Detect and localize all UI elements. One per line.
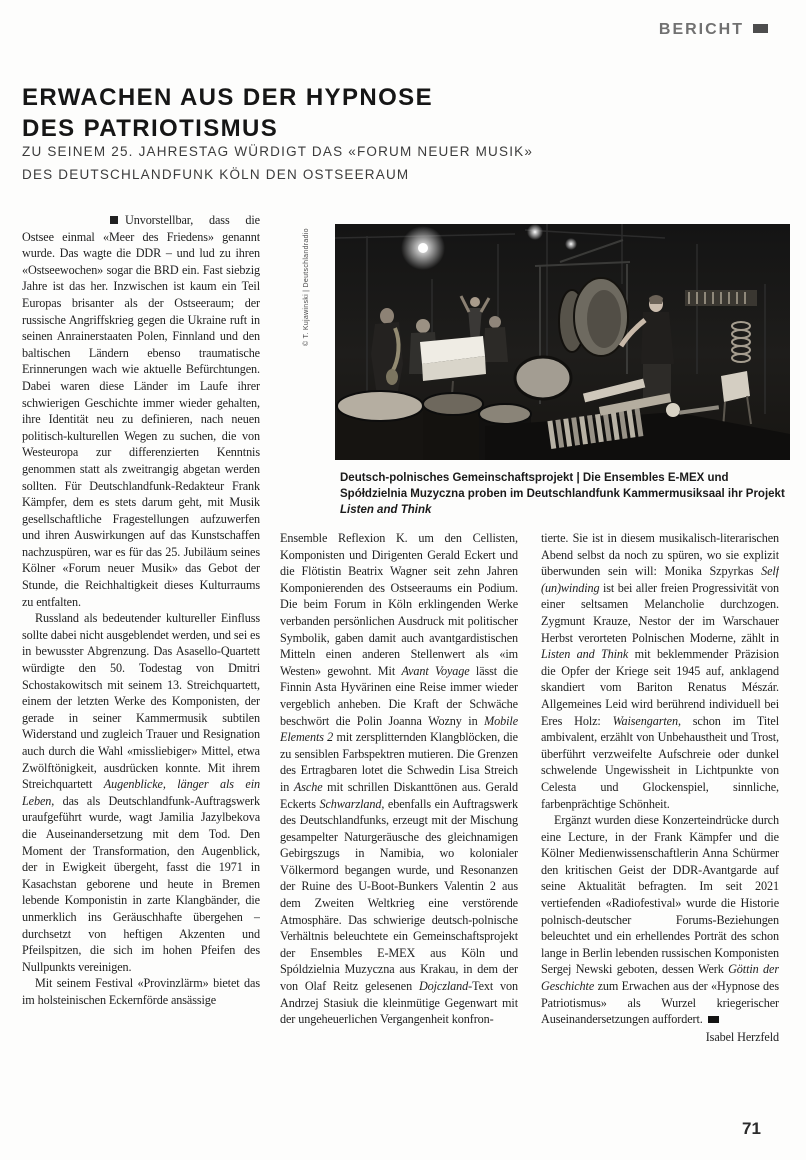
article-paragraph: Mit seinem Festival «Provinzlärm» bietet das im holsteinischen Eckernförde ansässige: [22, 976, 260, 1007]
article-column-1: [22, 212, 260, 1146]
photo-credit: © T. Kujawinski | Deutschlandradio: [303, 228, 310, 346]
page-subtitle-line2: DES DEUTSCHLANDFUNK KÖLN DEN OSTSEERAUM: [22, 167, 410, 182]
kicker-row: [659, 22, 768, 38]
article-column-3: [541, 530, 779, 1146]
article-end-square-icon: [708, 1016, 719, 1023]
byline: Isabel Herzfeld: [705, 1029, 779, 1044]
kicker-square-icon: [753, 24, 768, 33]
paragraph-lead-square-icon: [110, 216, 118, 224]
kicker-label: BERICHT: [658, 21, 744, 38]
article-paragraph: Ensemble Reflexion K. um den Cellisten, Komponisten und Dirigenten Gerald Eckert und die Flötistin Beatrix Wagner seit zehn Jahren Komponierenden des Ostseeraums ein Podium. Die beim Forum in Köln erklingenden Werke verbanden persönlichen Ausdruck mit politischer Symbolik, gaben damit auch avantgardistischen Mitteln einen anderen Stellenwert als «im Westen» gewohnt. Mit Avant Voyage lässt die Finnin Asta Hyvärinen eine Reise immer wieder vergeblich anheben. Die Kraft der Schwäche beschwört die Polin Joanna Wozny in Mobile Elements 2 mit zersplitternden Klangblöcken, die zu sensiblen Farbspektren mutieren. Die Grenzen des Ertragbaren lotet die Schwedin Lisa Streich in Asche mit schrillen Diskanttönen aus. Gerald Eckerts Schwarzland, ebenfalls ein Auftragswerk des Deutschlandfunks, erzeugt mit der Mischung gesampelter Naturgeräusche des gleichnamigen Gebirgszugs in Namibia, wo kolonialer Völkermord begangen wurde, und Resonanzen der Ruine des U-Boot-Bunkers Valentin 2 aus dem Zweiten Weltkrieg eine verstörende Atmosphäre. Das schwierige deutsch-polnische Verhältnis beleuchtete ein Gemeinschaftsprojekt der Ensembles E-MEX aus Köln und Spóldzielnia Muzyczna aus Krakau, in dem der von Olaf Reitz gelesenen Dojczland-Text von Andrzej Stasiuk die kleinmütige Gegenwart mit der ungeheuerlichen Vergangenheit konfron-: [280, 531, 518, 1027]
page-subtitle: [22, 140, 533, 186]
rehearsal-photo: [335, 224, 790, 460]
article-paragraph: tierte. Sie ist in diesem musikalisch-literarischen Abend selbst da noch zu spüren, wo sie explizit überwunden sein will: Monika Szpyrkas Self (un)winding ist bei aller freien Progressivität von einer seltsamen Melancholie durchzogen. Zygmunt Krauze, Nestor der im Warschauer Herbst verorteten Polnischen Moderne, zählt in Listen and Think mit beklemmender Präzision die Opfer der Kriege seit 1945 auf, anklagend skandiert vom Bariton Renatus Mészár. Allgemeines Leid wird berührend individuell bei Eres Holz: Waisengarten, schon im Titel ambivalent, erzählt von Unbehaustheit und Trost, überführt verzweifelte Aufschreie oder dunkel schwelende Ungewissheit in Lichtpunkte von Celesta und Glockenspiel, sinnliche, farbenprächtige Schönheit.: [541, 531, 779, 811]
article-paragraph: Unvorstellbar, dass die Ostsee einmal «Meer des Friedens» genannt wurde. Das wagte die DDR – und lud zu ihren «Ostseewochen» sogar die BRD ein. Fast siebzig Jahre ist das her. Inzwischen ist kaum ein Teil Europas brisanter als der Ostseeraum; der russische Angriffskrieg gegen die Ukraine ruft in seinen Anrainerstaaten Polen, Finnland und den baltischen Ländern ebenso traumatische Erinnerungen wach wie aktuelle Befürchtungen. Dabei waren diese Länder im Laufe ihrer schwierigen Geschichte immer wieder gehalten, ihre Identität neu zu definieren, nach neuen politisch-kulturellen Wegen zu suchen, die von Westeuropa zur differenzierten Kenntnis genommen statt als zweitrangig abgetan werden sollten. Für Deutschlandfunk-Redakteur Frank Kämpfer, dem es stets darum geht, mit Musik gesellschaftliche Fragestellungen aufzuwerfen und ihren Auswirkungen auf das Kunstschaffen nachzuspüren, war es für das 25. Jubiläum seines Kölner «Forum neuer Musik» das Gebot der Stunde, die Reichhaltigkeit dieses Kulturraums zu entfalten.: [22, 213, 260, 609]
page-title-line1: ERWACHEN AUS DER HYPNOSE: [22, 84, 433, 112]
article-column-2: [280, 530, 518, 1146]
photo-caption: Deutsch-polnisches Gemeinschaftsprojekt | Die Ensembles E-MEX und Spółdzielnia Muzyczna proben im Deutschlandfunk Kammermusiksaal ihr Projekt Listen and Think: [340, 472, 785, 516]
article-paragraph: Ergänzt wurden diese Konzerteindrücke durch eine Lecture, in der Frank Kämpfer und die Kölner Medienwissenschaftlerin Anna Schürmer den kritischen Geist der DDR-Avantgarde auf seine Aktualität befragten. Im seit 2021 vertiefenden «Radiofestival» wurde die Historie polnisch-deutscher Forums-Beziehungen beleuchtet und ein erhellendes Porträt des schon lange in Berlin lebenden russischen Komponisten Sergej Newski geboten, dessen Werk Göttin der Geschichte zum Erwachen aus der «Hypnose des Patriotismus» als Wurzel kriegerischer Auseinandersetzungen auffordert.: [541, 813, 779, 1027]
page-title: [22, 82, 433, 144]
article-paragraph: Russland als bedeutender kultureller Einfluss sollte dabei nicht ausgeblendet werden, und sei es in bewusster Abgrenzung. Das Asasello-Quartett würdigte den 50. Todestag von Dmitri Schostakowitsch mit seinem 13. Streichquartett, einem der letzten Werke des Komponisten, der gerade in seiner Kammermusik subtilen Widerstand und zugleich Trauer und Resignation auch durch die Wahl «missliebiger» Mittel, etwa Zwölftönigkeit, ausdrücken konnte. Mit ihrem Streichquartett Augenblicke, länger als ein Leben, das als Deutschlandfunk-Auftragswerk uraufgeführt wurde, wagt Jamilia Jazylbekova die Auseinandersetzung mit dem Tod. Den Moment der Transformation, den Augenblick, der in Ewigkeit übergeht, fasst die 1971 in Kasachstan geborene und heute in Bremen lebende Komponistin in zarte Klangbänder, die unmerklich ins Geräuschhafte übergehen – durchsetzt von heftigen Akzenten und Pfeilspitzen, die sich im hohen Pfeifen des Nullpunkts vereinigen.: [22, 611, 260, 974]
page-number: 71: [742, 1119, 761, 1138]
page-subtitle-line1: ZU SEINEM 25. JAHRESTAG WÜRDIGT DAS «FORUM NEUER MUSIK»: [22, 144, 534, 159]
rehearsal-photo-graphic: [335, 224, 790, 460]
page-title-line2: DES PATRIOTISMUS: [22, 115, 279, 143]
